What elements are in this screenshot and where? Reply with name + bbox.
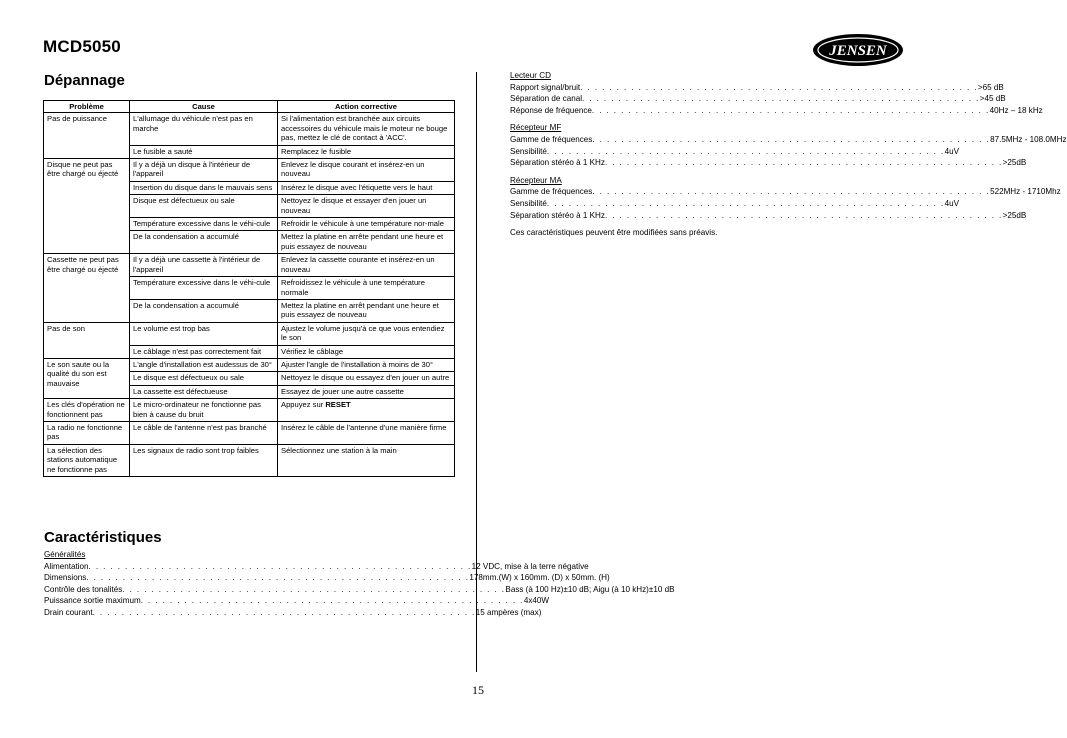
action-cell: Insérez le câble de l'antenne d'une manière firme bbox=[278, 421, 455, 444]
logo-text: JENSEN bbox=[829, 43, 887, 59]
action-cell: Enlevez le disque courant et insérez-en un nouveau bbox=[278, 159, 455, 182]
problem-cell: Cassette ne peut pas être chargé ou éjecté bbox=[44, 254, 130, 322]
spec-section-title: Lecteur CD bbox=[510, 71, 551, 80]
action-cell: Nettoyez le disque ou essayez d'en jouer un autre bbox=[278, 372, 455, 385]
spec-section-title: Généralités bbox=[44, 550, 86, 559]
cause-cell: L'allumage du véhicule n'est pas en marche bbox=[130, 113, 278, 145]
cause-cell: Le volume est trop bas bbox=[130, 322, 278, 345]
column-header: Problème bbox=[44, 101, 130, 113]
action-cell: Mettez la platine en arrêt pendant une heure et puis essayez de nouveau bbox=[278, 299, 455, 322]
problem-cell: Pas de son bbox=[44, 322, 130, 358]
action-cell: Nettoyez le disque et essayer d'en jouer un nouveau bbox=[278, 195, 455, 218]
action-cell: Si l'alimentation est branchée aux circuits accessoires du véhicule mais le moteur ne bouge pas, mettez le clé de contact à 'ACC'. bbox=[278, 113, 455, 145]
spec-right-column bbox=[510, 70, 1067, 239]
column-header: Action corrective bbox=[278, 101, 455, 113]
cause-cell: La cassette est défectueuse bbox=[130, 385, 278, 398]
cause-cell: Le câble de l'antenne n'est pas branché bbox=[130, 421, 278, 444]
spec-row: Séparation stéréo à 1 KHz . . . . . . . . . . . . . . . . . . . . . . . . . . . . . . . . . . . . . . . . . . . . . . . . . . . . . . . >25dB bbox=[510, 158, 1027, 168]
specifications-heading: Caractéristiques bbox=[44, 529, 162, 546]
cause-cell: Température excessive dans le véhi-cule bbox=[130, 277, 278, 300]
spec-note: Ces caractéristiques peuvent être modifiées sans préavis. bbox=[510, 228, 718, 238]
jensen-logo bbox=[812, 33, 904, 67]
action-cell: Essayez de jouer une autre cassette bbox=[278, 385, 455, 398]
problem-cell: La sélection des stations automatique ne fonctionne pas bbox=[44, 444, 130, 476]
problem-cell: La radio ne fonctionne pas bbox=[44, 421, 130, 444]
action-cell: Ajustez le volume jusqu'à ce que vous entendiez le son bbox=[278, 322, 455, 345]
spec-general bbox=[44, 549, 675, 619]
action-cell: Refroidissez le véhicule à une température normale bbox=[278, 277, 455, 300]
spec-section-title: Récepteur MA bbox=[510, 175, 562, 185]
page-number: 15 bbox=[472, 683, 484, 697]
troubleshooting-table bbox=[43, 100, 455, 477]
action-cell: Refroidir le véhicule à une température nor-male bbox=[278, 218, 455, 231]
spec-row: Puissance sortie maximum . . . . . . . . . . . . . . . . . . . . . . . . . . . . . . . . . . . . . . . . . . . . . . . . . . . . . 4x40W bbox=[44, 596, 550, 606]
action-cell: Ajuster l'angle de l'installation à moins de 30° bbox=[278, 358, 455, 371]
cause-cell: Le câblage n'est pas correctement fait bbox=[130, 345, 278, 358]
cause-cell: Les signaux de radio sont trop faibles bbox=[130, 444, 278, 476]
cause-cell: Le disque est défectueux ou sale bbox=[130, 372, 278, 385]
cause-cell: Le micro-ordinateur ne fonctionne pas bien à cause du bruit bbox=[130, 399, 278, 422]
table-row bbox=[44, 254, 455, 277]
action-cell: Mettez la platine en arrête pendant une heure et puis essayez de nouveau bbox=[278, 231, 455, 254]
spec-section-title: Récepteur MF bbox=[510, 123, 562, 133]
problem-cell: Pas de puissance bbox=[44, 113, 130, 159]
spec-row: Gamme de fréquences . . . . . . . . . . . . . . . . . . . . . . . . . . . . . . . . . . . . . . . . . . . . . . . . . . . . . . . 87.5MHz - 108.0MHz bbox=[510, 134, 1067, 144]
table-row bbox=[44, 322, 455, 345]
problem-cell: Le son saute ou la qualité du son est mauvaise bbox=[44, 358, 130, 398]
cause-cell: Disque est défectueux ou sale bbox=[130, 195, 278, 218]
spec-row: Drain courant . . . . . . . . . . . . . . . . . . . . . . . . . . . . . . . . . . . . . . . . . . . . . . . . . . . . . 15 ampères (max) bbox=[44, 607, 542, 617]
cause-cell: De la condensation a accumulé bbox=[130, 231, 278, 254]
spec-row: Gamme de fréquences . . . . . . . . . . . . . . . . . . . . . . . . . . . . . . . . . . . . . . . . . . . . . . . . . . . . . . . 522MHz - 1710Mhz bbox=[510, 187, 1061, 197]
action-cell: Insérez le disque avec l'étiquette vers le haut bbox=[278, 181, 455, 194]
table-row bbox=[44, 113, 455, 145]
cause-cell: Insertion du disque dans le mauvais sens bbox=[130, 181, 278, 194]
cause-cell: L'angle d'installation est audessus de 30° bbox=[130, 358, 278, 371]
spec-row: Sensibilité . . . . . . . . . . . . . . . . . . . . . . . . . . . . . . . . . . . . . . . . . . . . . . . . . . . . . . . 4uV bbox=[510, 198, 960, 208]
table-row bbox=[44, 421, 455, 444]
cause-cell: Il y a déjà une cassette à l'intérieur de l'appareil bbox=[130, 254, 278, 277]
spec-row: Séparation de canal . . . . . . . . . . . . . . . . . . . . . . . . . . . . . . . . . . . . . . . . . . . . . . . . . . . . . . . >45 dB bbox=[510, 94, 1006, 104]
cause-cell: Le fusible a sauté bbox=[130, 145, 278, 158]
model-name: MCD5050 bbox=[43, 37, 121, 56]
column-header: Cause bbox=[130, 101, 278, 113]
cause-cell: Température excessive dans le véhi-cule bbox=[130, 218, 278, 231]
action-text: Appuyez sur bbox=[281, 400, 326, 410]
spec-row: Réponse de fréquence . . . . . . . . . . . . . . . . . . . . . . . . . . . . . . . . . . . . . . . . . . . . . . . . . . . . . . . 40Hz – 18 kHz bbox=[510, 105, 1043, 115]
cause-cell: De la condensation a accumulé bbox=[130, 299, 278, 322]
spec-row: Séparation stéréo à 1 KHz . . . . . . . . . . . . . . . . . . . . . . . . . . . . . . . . . . . . . . . . . . . . . . . . . . . . . . . >25dB bbox=[510, 210, 1027, 220]
spec-row: Dimensions . . . . . . . . . . . . . . . . . . . . . . . . . . . . . . . . . . . . . . . . . . . . . . . . . . . . . 178mm.(W) x 160mm. (D) x 50mm. (H) bbox=[44, 573, 610, 583]
action-cell: Sélectionnez une station à la main bbox=[278, 444, 455, 476]
table-row bbox=[44, 159, 455, 182]
spec-row: Alimentation . . . . . . . . . . . . . . . . . . . . . . . . . . . . . . . . . . . . . . . . . . . . . . . . . . . . . 12 VDC, mise à la terre négative bbox=[44, 561, 589, 571]
troubleshooting-heading: Dépannage bbox=[44, 72, 125, 89]
action-cell: Enlevez la cassette courante et insérez-en un nouveau bbox=[278, 254, 455, 277]
spec-row: Contrôle des tonalités . . . . . . . . . . . . . . . . . . . . . . . . . . . . . . . . . . . . . . . . . . . . . . . . . . . . . Bass (à 100 Hz)±10 dB; Aigu (à 10 kHz)±10 dB bbox=[44, 584, 675, 594]
action-cell bbox=[278, 399, 455, 422]
action-cell: Vérifiez le câblage bbox=[278, 345, 455, 358]
table-row bbox=[44, 444, 455, 476]
spec-row: Sensibilité . . . . . . . . . . . . . . . . . . . . . . . . . . . . . . . . . . . . . . . . . . . . . . . . . . . . . . . 4uV bbox=[510, 146, 960, 156]
spec-row: Rapport signal/bruit . . . . . . . . . . . . . . . . . . . . . . . . . . . . . . . . . . . . . . . . . . . . . . . . . . . . . . . >65 dB bbox=[510, 82, 1004, 92]
table-row bbox=[44, 358, 455, 371]
cause-cell: Il y a déjà un disque à l'intérieur de l'appareil bbox=[130, 159, 278, 182]
table-header-row bbox=[44, 101, 455, 113]
problem-cell: Disque ne peut pas être chargé ou éjecté bbox=[44, 159, 130, 254]
table-row bbox=[44, 399, 455, 422]
problem-cell: Les clés d'opération ne fonctionnent pas bbox=[44, 399, 130, 422]
reset-keyword: RESET bbox=[325, 400, 351, 410]
action-cell: Remplacez le fusible bbox=[278, 145, 455, 158]
